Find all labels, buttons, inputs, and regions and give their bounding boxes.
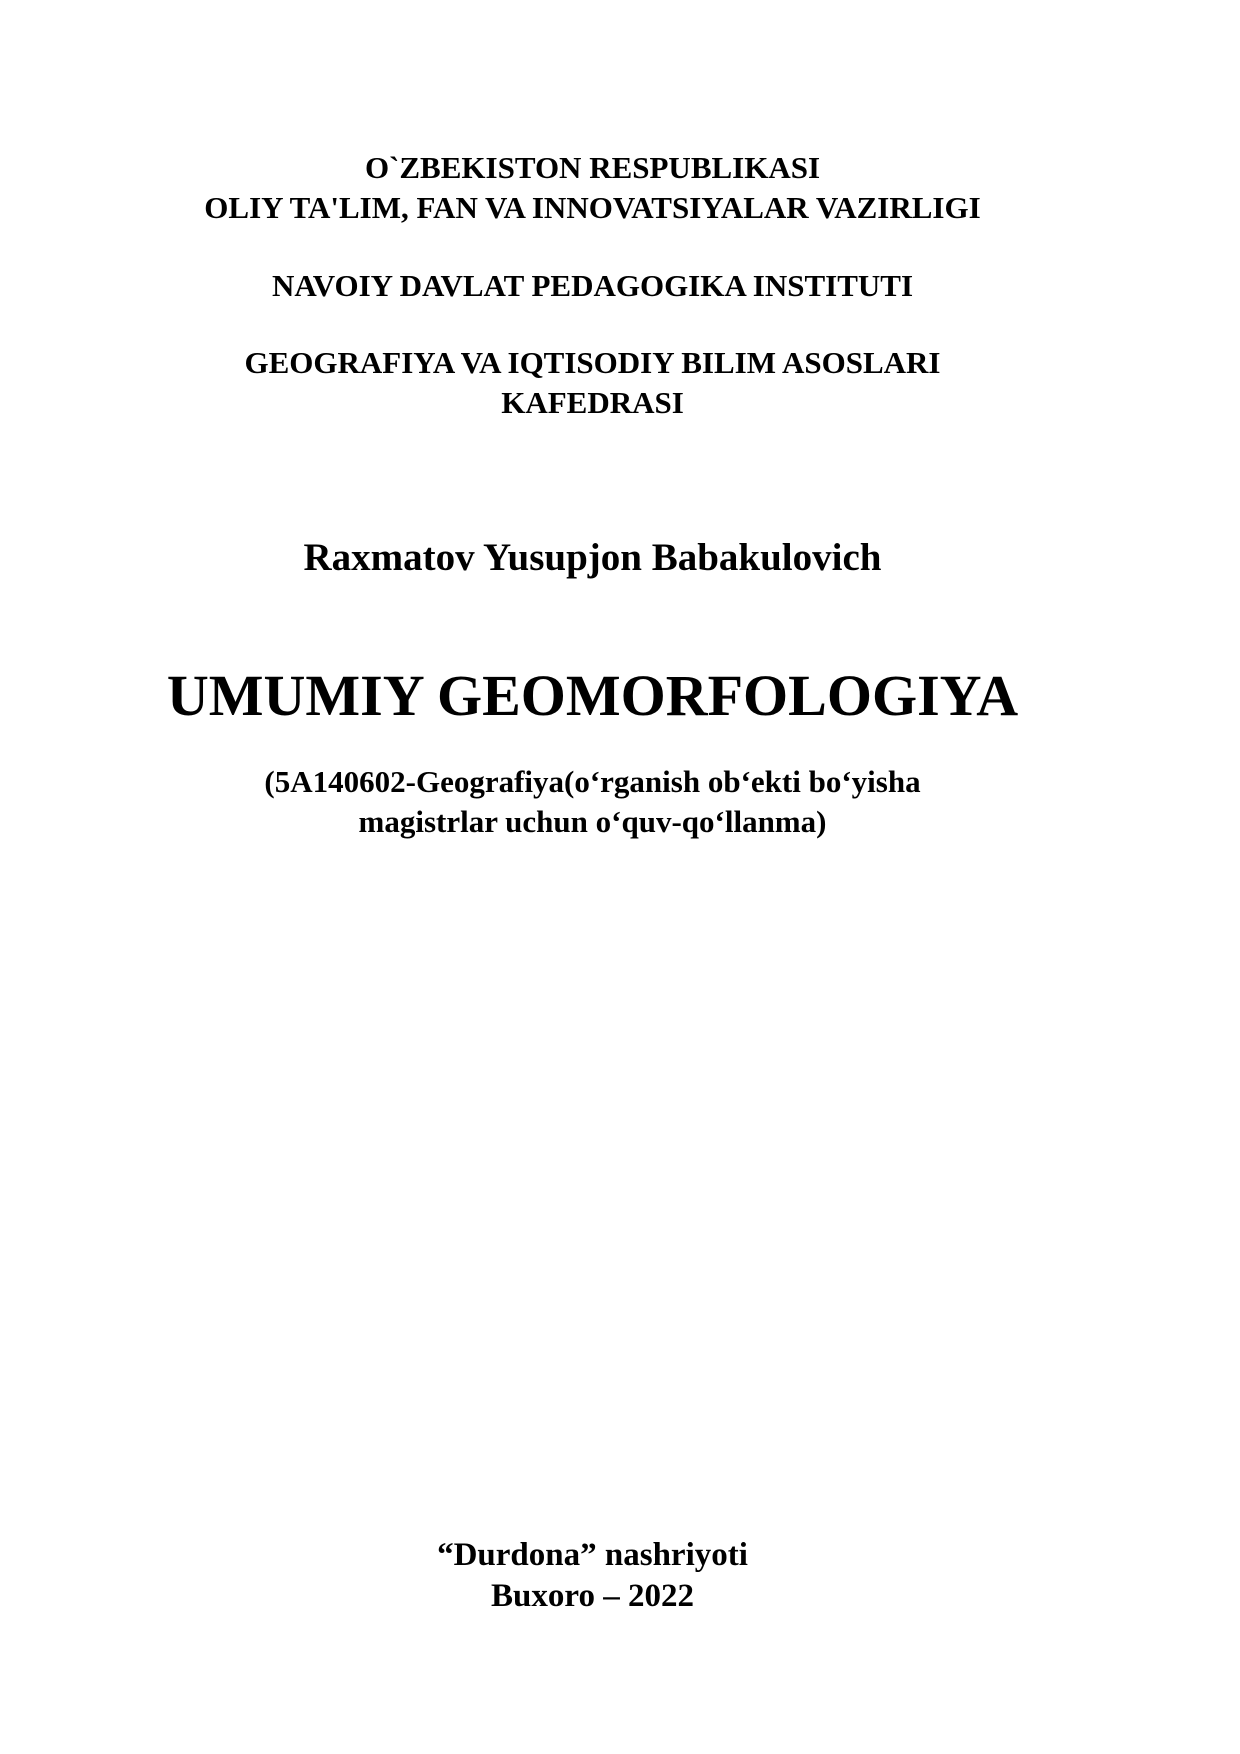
department-name-line2: KAFEDRASI xyxy=(501,385,684,420)
department-name-line1: GEOGRAFIYA VA IQTISODIY BILIM ASOSLARI xyxy=(244,345,941,380)
subtitle-line2: magistrlar uchun o‘quv-qo‘llanma) xyxy=(358,804,827,839)
author-name: Raxmatov Yusupjon Babakulovich xyxy=(303,536,882,579)
publisher-name: “Durdona” nashriyoti xyxy=(437,1537,748,1573)
republic-name: O`ZBEKISTON RESPUBLIKASI xyxy=(364,150,821,185)
book-title: UMUMIY GEOMORFOLOGIYA xyxy=(166,663,1019,728)
institute-name: NAVOIY DAVLAT PEDAGOGIKA INSTITUTI xyxy=(271,268,914,303)
publication-place-year: Buxoro – 2022 xyxy=(491,1578,694,1614)
subtitle-line1: (5A140602-Geografiya(o‘rganish ob‘ekti bo‘yisha xyxy=(264,764,921,799)
ministry-name: OLIY TA'LIM, FAN VA INNOVATSIYALAR VAZIRLIGI xyxy=(204,190,981,225)
